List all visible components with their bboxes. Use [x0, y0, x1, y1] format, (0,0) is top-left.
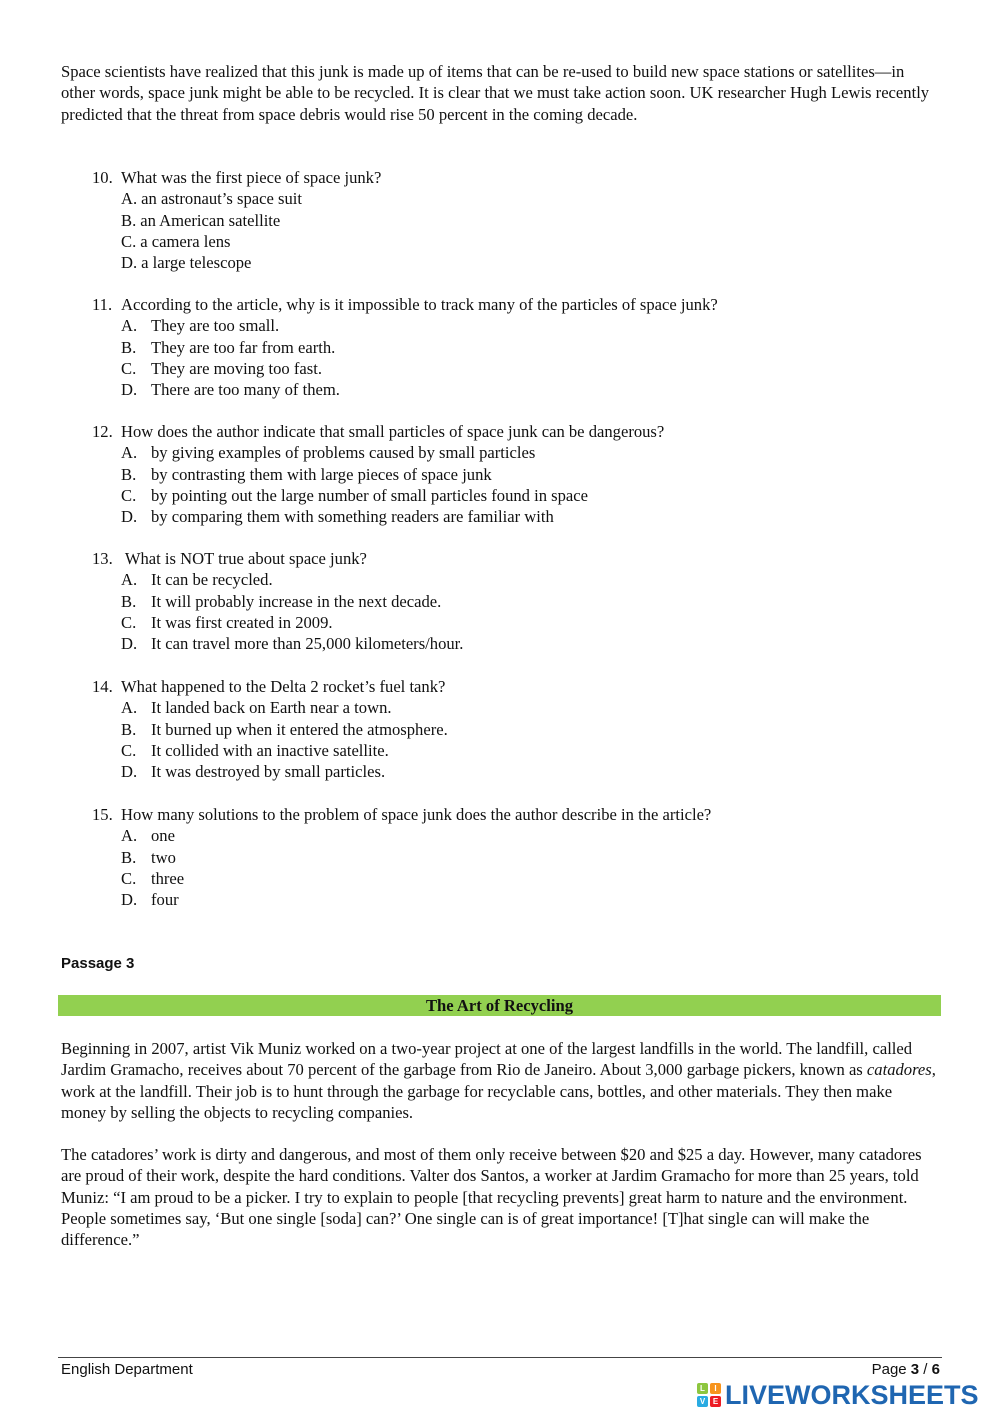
- option-letter: A.: [121, 698, 138, 718]
- option-letter: C.: [121, 485, 137, 505]
- option-text: It was first created in 2009.: [151, 612, 333, 632]
- question-text: How does the author indicate that small particles of space junk can be dangerous?: [121, 422, 665, 441]
- option-b[interactable]: [92, 591, 952, 612]
- option-text: two: [151, 847, 176, 867]
- question-number: 12.: [92, 422, 113, 441]
- question-text: What was the first piece of space junk?: [121, 168, 382, 187]
- option-letter: C.: [121, 358, 137, 378]
- option-text: a large telescope: [141, 253, 252, 273]
- option-text: It can travel more than 25,000 kilometers/hour.: [151, 634, 464, 654]
- option-c[interactable]: [92, 868, 952, 889]
- question-text: According to the article, why is it impossible to track many of the particles of space junk?: [121, 295, 718, 314]
- italic-term: catadores: [866, 1060, 932, 1080]
- logo-grid-cell: E: [710, 1396, 721, 1407]
- option-b[interactable]: [92, 719, 952, 740]
- option-c[interactable]: [92, 740, 952, 761]
- passage-label: Passage 3: [61, 955, 135, 972]
- option-letter: B.: [121, 337, 137, 357]
- question-number: 10.: [92, 168, 113, 187]
- question-number: 13.: [92, 549, 113, 568]
- footer-divider: [58, 1357, 942, 1358]
- option-letter: C.: [121, 612, 137, 632]
- option-a[interactable]: [92, 188, 952, 209]
- option-text: by giving examples of problems caused by small particles: [151, 443, 536, 463]
- option-text: It can be recycled.: [151, 570, 273, 590]
- option-a[interactable]: [92, 825, 952, 846]
- page-label: Page: [871, 1361, 911, 1378]
- option-letter: C.: [121, 868, 137, 888]
- option-text: a camera lens: [140, 231, 231, 251]
- option-d[interactable]: [92, 506, 952, 527]
- option-c[interactable]: [92, 485, 952, 506]
- option-text: There are too many of them.: [151, 380, 340, 400]
- question-11: [92, 294, 952, 400]
- option-text: It collided with an inactive satellite.: [151, 740, 389, 760]
- option-text: by contrasting them with large pieces of space junk: [151, 464, 492, 484]
- option-letter: D.: [121, 890, 138, 910]
- logo-grid-cell: I: [710, 1383, 721, 1394]
- option-d[interactable]: [92, 633, 952, 654]
- option-letter: A.: [121, 826, 138, 846]
- option-d[interactable]: [92, 889, 952, 910]
- question-14: [92, 676, 952, 782]
- question-12: [92, 421, 952, 527]
- option-d[interactable]: [92, 252, 952, 273]
- option-letter: D.: [121, 507, 138, 527]
- question-number: 14.: [92, 677, 113, 696]
- option-letter: A.: [121, 189, 138, 209]
- option-letter: D.: [121, 762, 138, 782]
- option-letter: A.: [121, 570, 138, 590]
- paragraph-text: Beginning in 2007, artist Vik Muniz worked on a two-year project at one of the largest landfills in the world. The landfill, called Jardim Gramacho, receives about 70 percent of the garbage from Rio de Janeiro. About 3,000 garbage pickers, known as: [61, 1039, 913, 1080]
- option-b[interactable]: [92, 337, 952, 358]
- option-letter: B.: [121, 210, 137, 230]
- question-text: What happened to the Delta 2 rocket’s fuel tank?: [121, 677, 446, 696]
- option-text: one: [151, 826, 175, 846]
- option-letter: B.: [121, 591, 137, 611]
- page-current: 3: [910, 1361, 920, 1378]
- option-a[interactable]: [92, 697, 952, 718]
- passage-title: The Art of Recycling: [425, 996, 573, 1015]
- option-text: They are moving too fast.: [151, 358, 322, 378]
- option-text: They are too small.: [151, 316, 280, 336]
- option-text: It landed back on Earth near a town.: [151, 698, 392, 718]
- option-letter: B.: [121, 464, 137, 484]
- question-10: [92, 167, 952, 273]
- option-letter: C.: [121, 740, 137, 760]
- passage-title-bar: [58, 995, 941, 1016]
- logo-text: LIVEWORKSHEETS: [725, 1380, 979, 1410]
- liveworksheets-logo: [697, 1381, 979, 1409]
- option-b[interactable]: [92, 210, 952, 231]
- option-text: four: [151, 890, 179, 910]
- option-letter: D.: [121, 634, 138, 654]
- option-letter: D.: [121, 380, 138, 400]
- option-text: They are too far from earth.: [151, 337, 336, 357]
- intro-paragraph: Space scientists have realized that this junk is made up of items that can be re-used to build new space stations or satellites—in other words, space junk might be able to be recycled. It is clear that we must take action soon. UK researcher Hugh Lewis recently predicted that the threat from space debris would rise 50 percent in the coming decade.: [61, 62, 930, 124]
- question-15: [92, 804, 952, 910]
- option-text: It will probably increase in the next decade.: [151, 591, 442, 611]
- page-separator: /: [919, 1361, 932, 1378]
- option-letter: A.: [121, 316, 138, 336]
- option-a[interactable]: [92, 569, 952, 590]
- option-letter: D.: [121, 253, 138, 273]
- option-text: It was destroyed by small particles.: [151, 762, 386, 782]
- page-total: 6: [931, 1361, 940, 1378]
- question-number: 15.: [92, 805, 113, 824]
- option-text: an astronaut’s space suit: [141, 189, 302, 209]
- option-a[interactable]: [92, 442, 952, 463]
- logo-grid-icon: [697, 1383, 721, 1407]
- option-c[interactable]: [92, 231, 952, 252]
- option-text: by comparing them with something readers are familiar with: [151, 507, 554, 527]
- option-text: It burned up when it entered the atmosphere.: [151, 719, 448, 739]
- option-c[interactable]: [92, 358, 952, 379]
- footer-page-number: [872, 1361, 940, 1378]
- option-b[interactable]: [92, 464, 952, 485]
- option-a[interactable]: [92, 315, 952, 336]
- option-b[interactable]: [92, 847, 952, 868]
- option-c[interactable]: [92, 612, 952, 633]
- question-text: How many solutions to the problem of space junk does the author describe in the article?: [121, 805, 712, 824]
- option-text: an American satellite: [140, 210, 281, 230]
- option-letter: B.: [121, 719, 137, 739]
- option-text: three: [151, 868, 185, 888]
- option-letter: A.: [121, 443, 138, 463]
- option-letter: B.: [121, 847, 137, 867]
- option-letter: C.: [121, 231, 137, 251]
- passage-paragraph-1: [61, 1038, 941, 1123]
- logo-grid-cell: V: [697, 1396, 708, 1407]
- question-text: What is NOT true about space junk?: [121, 549, 367, 568]
- logo-grid-cell: L: [697, 1383, 708, 1394]
- option-text: by pointing out the large number of small particles found in space: [151, 485, 589, 505]
- paragraph-text: , work at the landfill. Their job is to hunt through the garbage for recyclable cans, bottles, and other materials. They then make money by selling the objects to recycling companies.: [61, 1060, 936, 1122]
- question-number: 11.: [92, 295, 113, 314]
- passage-paragraph-2: The catadores’ work is dirty and dangerous, and most of them only receive between $20 and $25 a day. However, many catadores are proud of their work, despite the hard conditions. Valter dos Santos, a worker at Jardim Gramacho for more than 25 years, told Muniz: “I am proud to be a picker. I try to explain to people [that recycling prevents] great harm to nature and the environment. People sometimes say, ‘But one single [soda] can?’ One single can is of great importance! [T]hat single can will make the difference.”: [61, 1145, 922, 1250]
- option-d[interactable]: [92, 379, 952, 400]
- option-d[interactable]: [92, 761, 952, 782]
- question-13: [92, 548, 952, 654]
- footer-department: English Department: [61, 1361, 193, 1378]
